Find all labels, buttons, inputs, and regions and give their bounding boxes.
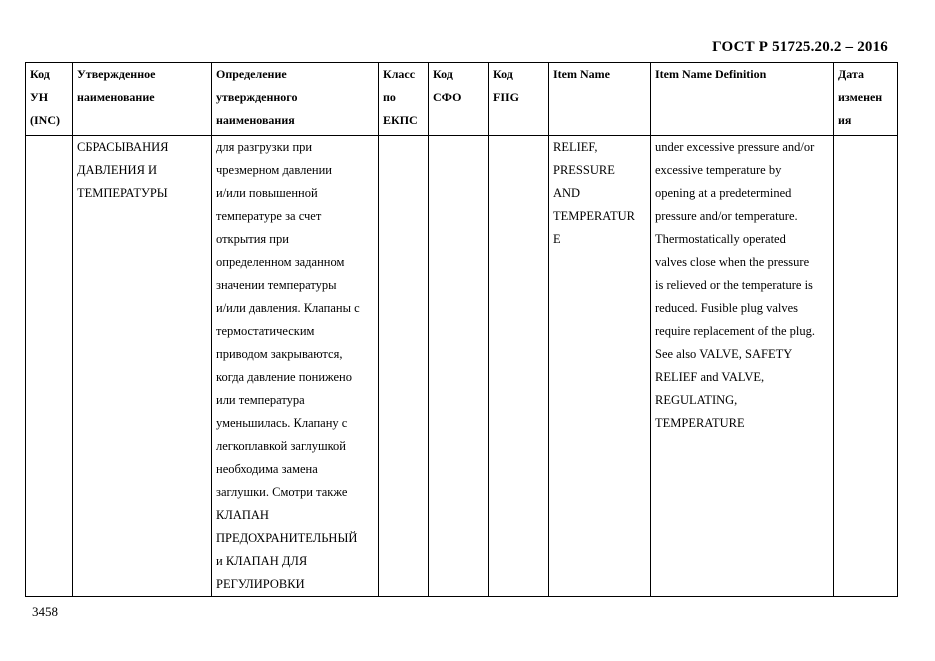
cell-fiig-code [489,136,549,597]
header-item-name: Item Name [549,63,651,136]
header-ekps-class: Класс по ЕКПС [379,63,429,136]
cell-sfo-code [429,136,489,597]
cell-approved-name: СБРАСЫВАНИЯ ДАВЛЕНИЯ И ТЕМПЕРАТУРЫ [73,136,212,597]
header-change-date: Дата изменен ия [834,63,898,136]
standard-title: ГОСТ Р 51725.20.2 – 2016 [712,39,888,55]
header-fiig-code: Код FIIG [489,63,549,136]
page-number: 3458 [32,604,58,619]
header-definition: Определение утвержденного наименования [212,63,379,136]
cell-ekps-class [379,136,429,597]
table-row [26,136,898,597]
nomenclature-table [25,62,898,597]
cell-inc-code [26,136,73,597]
table-header-row [26,63,898,136]
header-approved-name: Утвержденное наименование [73,63,212,136]
header-sfo-code: Код СФО [429,63,489,136]
header-item-name-definition: Item Name Definition [651,63,834,136]
cell-definition-ru: для разгрузки при чрезмерном давлении и/или повышенной температуре за счет открытия при определенном заданном значении температуры и/или давления. Клапаны с термостатическим приводом закрываются, когда давление понижено или температура уменьшилась. Клапану с легкоплавкой заглушкой необходима замена заглушки. Смотри также КЛАПАН ПРЕДОХРАНИТЕЛЬНЫЙ и КЛАПАН ДЛЯ РЕГУЛИРОВКИ [212,136,379,597]
cell-item-name: RELIEF, PRESSURE AND TEMPERATUR E [549,136,651,597]
header-inc-code: Код УН (INC) [26,63,73,136]
cell-change-date [834,136,898,597]
cell-item-name-definition: under excessive pressure and/or excessive temperature by opening at a predetermined pressure and/or temperature. Thermostatically operated valves close when the pressure is relieved or the temperature is reduced. Fusible plug valves require replacement of the plug. See also VALVE, SAFETY RELIEF and VALVE, REGULATING, TEMPERATURE [651,136,834,597]
